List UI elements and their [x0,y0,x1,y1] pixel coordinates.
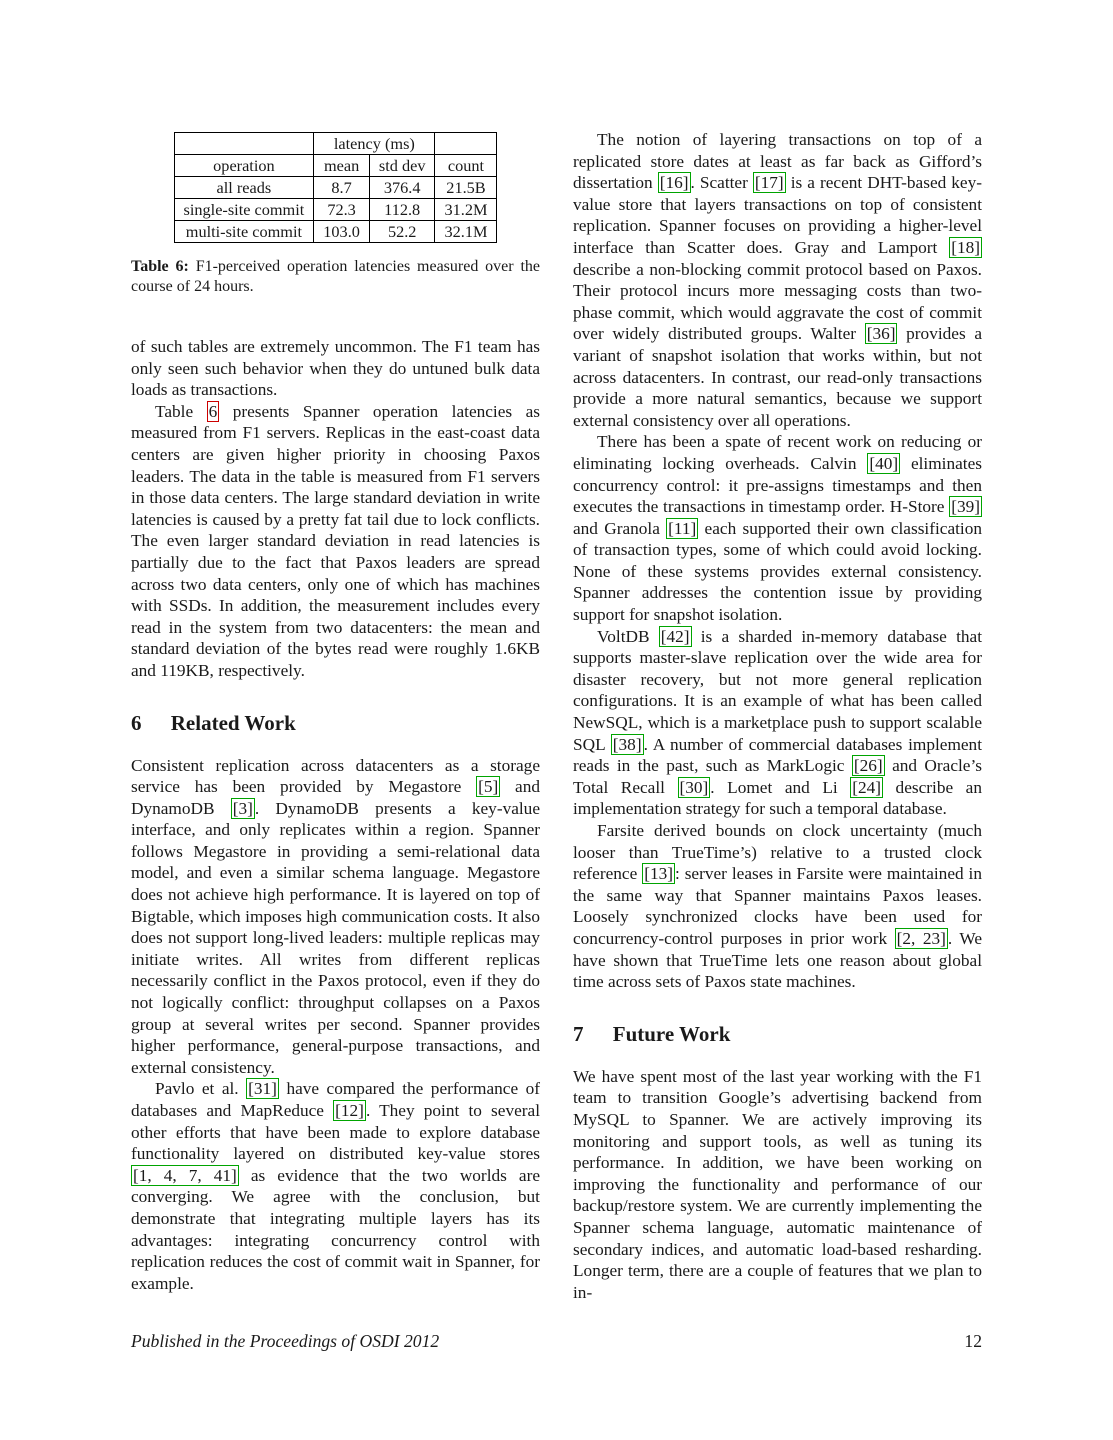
table-row [174,177,497,199]
section-number: 7 [573,1021,584,1046]
citation-link[interactable]: [36] [866,324,896,344]
section-title: Related Work [170,710,296,735]
table-cell: 21.5B [435,177,497,199]
table-cell: 31.2M [435,199,497,221]
citation-link[interactable]: [13] [644,864,673,884]
cross-ref-link[interactable]: 6 [208,401,218,421]
paragraph: There has been a spate of recent work on reducing or eliminating locking overheads. Calvin [40] eliminates concurrency control: it pre-assigns timestamps and then executes the transactions in timestamp order. H-Store [39] and Granola [11] each supported their own classification of transaction types, some of which could avoid locking. None of these systems provides external consistency. Spanner addresses the contention issue by providing support for snapshot isolation. [573,432,983,625]
citation-link[interactable]: [3] [232,798,253,818]
paragraph: of such tables are extremely uncommon. The F1 team has only seen such behavior when they do untuned bulk data loads as transactions. [131,337,540,400]
paragraph: Pavlo et al. [31] have compared the performance of databases and MapReduce [12] . They point to several other efforts that have been made to explore database functionality layered on distributed key-value stores [1, 4, 7, 41] as evidence that the two worlds are converging. We agree with the conclusion, but demonstrate that integrating multiple layers has its advantages: integrating concurrency control with replication reduces the cost of commit wait in Spanner, for example. [131,1079,541,1293]
table-cell: 72.3 [314,199,370,221]
left-column [131,130,540,1294]
table-cell: single-site commit [174,199,314,221]
section-heading-future-work [573,1022,982,1046]
footer-note: Published in the Proceedings of OSDI 2012 [131,1331,440,1351]
table-body [174,177,497,243]
citation-link[interactable]: [40] [869,453,899,473]
paragraph: Consistent replication across datacenters as a storage service has been provided by Megastore [5] and DynamoDB [3] . DynamoDB presents a key-value interface, and only replicates within a region. Spanner follows Megastore in providing a semi-relational data model, and even a similar schema language. Megastore does not achieve high performance. It is layered on top of Bigtable, which imposes high communication costs. It also does not support long-lived leaders: multiple replicas may initiate writes. All writes from different replicas necessarily conflict in the Paxos protocol, even if they do not logically conflict: throughput collapses on a Paxos group at several writes per second. Spanner provides higher performance, general-purpose transactions, and external consistency. [131,755,540,1077]
citation-link[interactable]: [39] [951,497,980,517]
citation-link[interactable]: [16] [659,173,689,193]
citation-link[interactable]: [11] [668,518,697,538]
table-cell: 32.1M [435,221,497,243]
table-header-latency: latency (ms) [314,133,435,155]
table-col-count: count [435,155,497,177]
citation-link[interactable]: [2, 23] [896,928,946,948]
table-subheader-row [174,155,497,177]
paragraph: The notion of layering transactions on top of a replicated store dates at least as far back as Gifford’s dissertation [16] . Scatter [17] is a recent DHT-based key-value store that layers transactions on top of consistent replication. Spanner focuses on providing a higher-level interface than Scatter does. Gray and Lamport [18] describe a non-blocking commit protocol based on Paxos. Their protocol incurs more messaging costs than two-phase commit, which would aggravate the cost of commit over widely distributed groups. Walter [36] provides a variant of snapshot isolation that works within, but not across datacenters. In contrast, our read-only transactions provide a more natural semantics, because we support external consistency over all operations. [573,130,983,430]
section-heading-related-work [131,711,540,735]
table-cell: all reads [174,177,314,199]
table-caption [131,257,540,296]
citation-link[interactable]: [38] [612,734,642,754]
table-col-operation: operation [174,155,314,177]
table-col-mean: mean [314,155,370,177]
table-6-block [131,132,540,296]
latency-table [174,132,498,243]
citation-link[interactable]: [24] [852,777,882,797]
citation-link[interactable]: [12] [335,1101,364,1120]
citation-link[interactable]: [42] [660,626,690,646]
paragraph: Table 6 presents Spanner operation latencies as measured from F1 servers. Replicas in the east-coast data centers are given higher priority in choosing Paxos leaders. The data in the table is measured from F1 servers in those data centers. The large standard deviation in write latencies is caused by a pretty fat tail due to lock conflicts. The even larger standard deviation in read latencies is partially due to the fact that Paxos leaders are spread across two data centers, only one of which has machines with SSDs. In addition, the measurement includes every read in the system from two datacenters: the mean and standard deviation of the bytes read were roughly 1.6KB and 119KB, respectively. [131,401,540,680]
table-caption-label: Table 6: [131,258,189,275]
table-cell: 376.4 [369,177,435,199]
citation-link[interactable]: [17] [754,173,784,193]
paragraph: We have spent most of the last year working with the F1 team to transition Google’s advertising backend from MySQL to Spanner. We are actively improving its monitoring and support tools, as well as tuning its performance. In addition, we have been working on improving the functionality and performance of our backup/restore system. We are currently implementing the Spanner schema language, automatic maintenance of secondary indices, and automatic load-based resharding. Longer term, there are a couple of features that we plan to in- [573,1066,982,1302]
citation-link[interactable]: [5] [478,777,499,797]
paragraph: Farsite derived bounds on clock uncertainty (much looser than TrueTime’s) relative to a trusted clock reference [13] : server leases in Farsite were maintained in the same way that Spanner maintains Paxos leases. Loosely synchronized clocks have been used for concurrency-control purposes in prior work [2, 23] . We have shown that TrueTime lets one reason about global time across sets of Paxos state machines. [573,821,983,992]
citation-link[interactable]: [31] [248,1079,277,1099]
page-footer [131,1331,982,1352]
table-header-blank-cell [435,133,497,155]
table-cell: 103.0 [314,221,370,243]
citation-link[interactable]: [30] [679,777,709,797]
section-title: Future Work [612,1021,731,1046]
table-cell: 8.7 [314,177,370,199]
section-number: 6 [131,710,142,735]
table-cell: 52.2 [369,221,435,243]
right-column [573,129,982,1303]
table-caption-text: F1-perceived operation latencies measured over the course of 24 hours. [131,258,541,295]
table-cell: 112.8 [369,199,435,221]
latency-table-wrap [131,132,540,243]
table-header-blank-cell [174,133,314,155]
paragraph: VoltDB [42] is a sharded in-memory database that supports master-slave replication over the wide area for disaster recovery, but not more general replication configurations. It is an example of what has been called NewSQL, which is a marketplace push to support scalable SQL [38] . A number of commercial databases implement reads in the past, such as MarkLogic [26] and Oracle’s Total Recall [30] . Lomet and Li [24] describe an implementation strategy for such a temporal database. [573,626,982,819]
citation-link[interactable]: [18] [951,237,980,257]
citation-link[interactable]: [26] [853,756,883,776]
table-row [174,199,497,221]
table-cell: multi-site commit [174,221,314,243]
citation-link[interactable]: [1, 4, 7, 41] [133,1165,237,1185]
page-number: 12 [964,1331,982,1351]
table-header-row [174,133,497,155]
table-row [174,221,497,243]
table-col-stddev: std dev [369,155,435,177]
